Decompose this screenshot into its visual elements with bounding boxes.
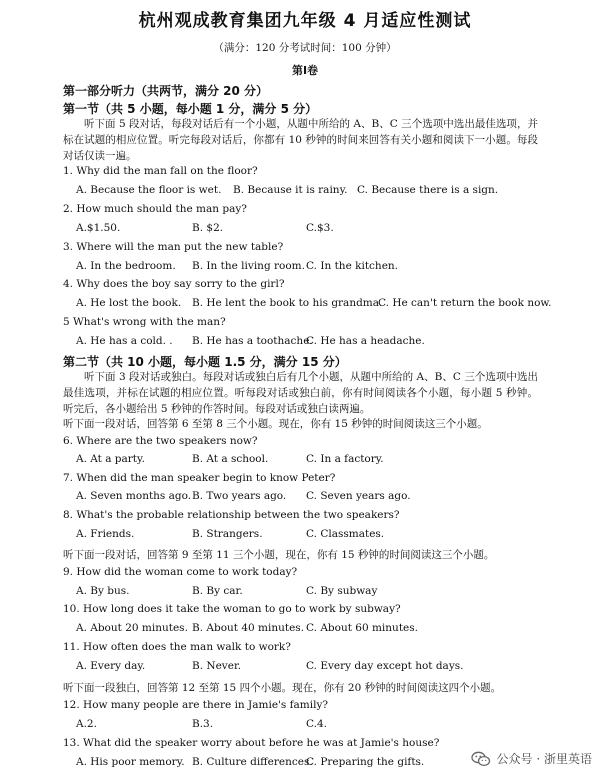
q9-option-c: C. By subway xyxy=(306,585,378,597)
question-8: 8. What's the probable relationship between the two speakers? xyxy=(63,509,400,521)
watermark-text: 公众号 · 浙里英语 xyxy=(496,752,592,766)
q3-option-c: C. In the kitchen. xyxy=(306,260,399,272)
q13-option-b: B. Culture differences. xyxy=(192,756,313,768)
q6-option-b: B. At a school. xyxy=(192,453,269,465)
section2-instr-1: 听下面一段对话，回答第 6 至第 8 三个小题。现在，你有 15 秒钟的时间阅读这三个小题。 xyxy=(63,418,488,430)
section2-instr-3: 听下面一段独白，回答第 12 至第 15 四个小题。现在，你有 20 秒钟的时间阅读这四个小题。 xyxy=(63,682,502,694)
q6-option-c: C. In a factory. xyxy=(306,453,384,465)
part1-heading: 第一部分听力（共两节，满分 20 分） xyxy=(63,84,269,98)
question-7: 7. When did the man speaker begin to know Peter? xyxy=(63,472,336,484)
q13-option-a: A. His poor memory. xyxy=(76,756,185,768)
q1-option-c: C. Because there is a sign. xyxy=(357,184,499,196)
q6-option-a: A. At a party. xyxy=(76,453,145,465)
q7-option-b: B. Two years ago. xyxy=(192,490,287,502)
q7-option-a: A. Seven months ago. xyxy=(76,490,192,502)
q5-option-b: B. He has a toothache. xyxy=(192,335,313,347)
volume-label: 第Ⅰ卷 xyxy=(291,64,319,77)
question-12: 12. How many people are there in Jamie's family? xyxy=(63,699,329,711)
q12-option-c: C.4. xyxy=(306,718,328,730)
question-11: 11. How often does the man walk to work? xyxy=(63,641,291,653)
q5-option-c: C. He has a headache. xyxy=(306,335,425,347)
question-10: 10. How long does it take the woman to go to work by subway? xyxy=(63,603,401,615)
q1-option-a: A. Because the floor is wet. xyxy=(76,184,222,196)
q4-option-a: A. He lost the book. xyxy=(76,297,182,309)
q3-option-b: B. In the living room. xyxy=(192,260,305,272)
question-13: 13. What did the speaker worry about before he was at Jamie's house? xyxy=(63,737,440,749)
q11-option-b: B. Never. xyxy=(192,660,242,672)
question-3: 3. Where will the man put the new table? xyxy=(63,241,284,253)
q8-option-a: A. Friends. xyxy=(76,528,135,540)
question-9: 9. How did the woman come to work today? xyxy=(63,566,298,578)
question-4: 4. Why does the boy say sorry to the girl? xyxy=(63,278,285,290)
exam-subtitle: （满分：120 分考试时间：100 分钟） xyxy=(213,42,397,54)
question-6: 6. Where are the two speakers now? xyxy=(63,435,258,447)
q5-option-a: A. He has a cold. . xyxy=(76,335,173,347)
q10-option-a: A. About 20 minutes. xyxy=(76,622,188,634)
q11-option-c: C. Every day except hot days. xyxy=(306,660,464,672)
q10-option-c: C. About 60 minutes. xyxy=(306,622,418,634)
q8-option-c: C. Classmates. xyxy=(306,528,385,540)
q9-option-a: A. By bus. xyxy=(76,585,130,597)
q1-option-b: B. Because it is rainy. xyxy=(233,184,348,196)
q13-option-c: C. Preparing the gifts. xyxy=(306,756,425,768)
q12-option-a: A.2. xyxy=(76,718,97,730)
question-1: 1. Why did the man fall on the floor? xyxy=(63,165,258,177)
section1-instructions: 听下面 5 段对话，每段对话后有一个小题，从题中所给的 A、B、C 三个选项中选出最佳选项，并标在试题的相应位置。听完每段对话后，你都有 10 秒钟的时间来回答有关小题和阅读下一小题。每段对话仅读一遍。 xyxy=(63,118,538,162)
q8-option-b: B. Strangers. xyxy=(192,528,263,540)
q10-option-b: B. About 40 minutes. xyxy=(192,622,305,634)
q4-option-b: B. He lent the book to his grandma. xyxy=(192,297,383,309)
section2-heading: 第二节（共 10 小题，每小题 1.5 分，满分 15 分） xyxy=(63,355,347,369)
q3-option-a: A. In the bedroom. xyxy=(76,260,176,272)
section2-instructions: 听下面 3 段对话或独白。每段对话或独白后有几个小题，从题中所给的 A、B、C 三个选项中选出最佳选项，并标在试题的相应位置。听每段对话或独白前，你有时间阅读各个小题，每小题 5 秒钟。听完后，各小题给出 5 秒钟的作答时间。每段对话或独白读两遍。 xyxy=(63,371,538,415)
wechat-icon xyxy=(471,751,491,767)
q11-option-a: A. Every day. xyxy=(76,660,146,672)
q9-option-b: B. By car. xyxy=(192,585,243,597)
q12-option-b: B.3. xyxy=(192,718,214,730)
section1-heading: 第一节（共 5 小题，每小题 1 分，满分 5 分） xyxy=(63,102,318,116)
q2-option-a: A.$1.50. xyxy=(76,222,121,234)
question-5: 5 What's wrong with the man? xyxy=(63,316,226,328)
exam-title: 杭州观成教育集团九年级 4 月适应性测试 xyxy=(138,11,472,31)
q2-option-c: C.$3. xyxy=(306,222,334,234)
section2-instr-2: 听下面一段对话，回答第 9 至第 11 三个小题，现在，你有 15 秒钟的时间阅读这三个小题。 xyxy=(63,549,495,561)
question-2: 2. How much should the man pay? xyxy=(63,203,247,215)
wechat-watermark xyxy=(467,748,596,769)
q7-option-c: C. Seven years ago. xyxy=(306,490,411,502)
q2-option-b: B. $2. xyxy=(192,222,224,234)
q4-option-c: C. He can't return the book now. xyxy=(378,297,552,309)
